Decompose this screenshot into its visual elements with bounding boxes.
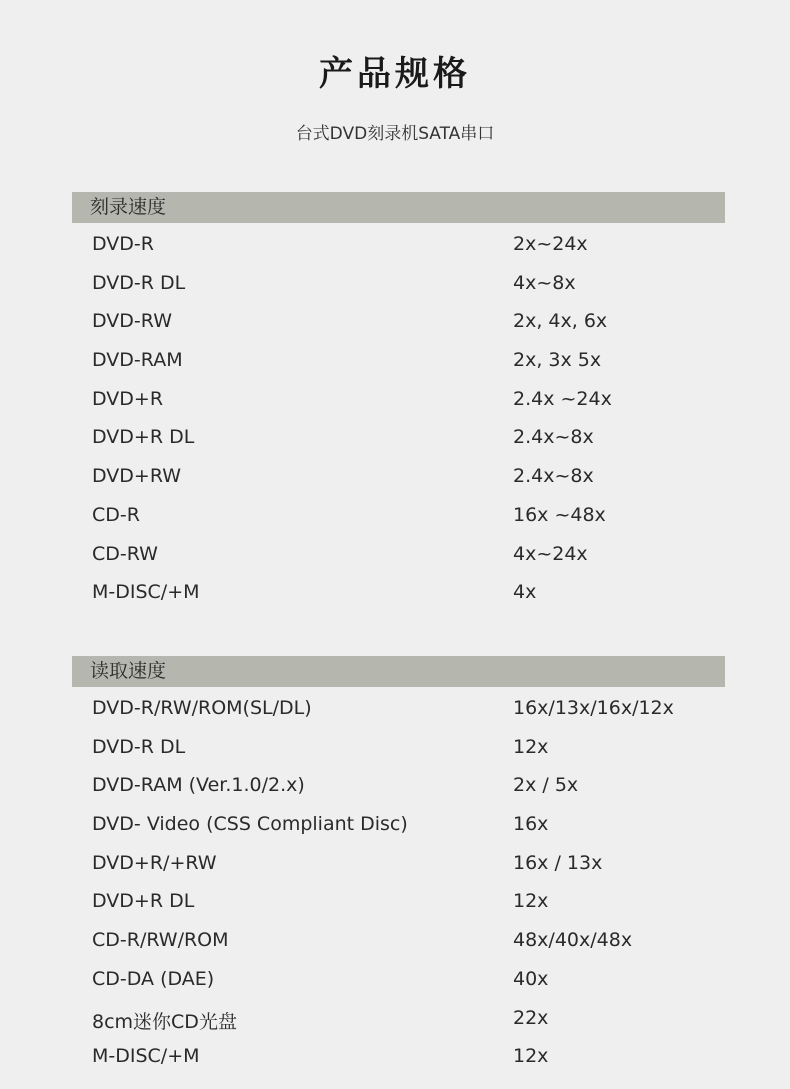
spec-row [72,1035,725,1074]
spec-value: 48x/40x/48x [513,929,633,952]
spec-name: DVD-RAM (Ver.1.0/2.x) [92,774,305,797]
spec-row [72,997,725,1036]
spec-name: DVD-R DL [92,735,186,758]
spec-name: DVD-RAM [92,349,183,372]
page-subtitle: 台式DVD刻录机SATA串口 [295,124,495,144]
spec-row [72,223,725,262]
page-title: 产品规格 [319,54,471,94]
spec-name: CD-R/RW/ROM [92,929,229,952]
spec-row [72,880,725,919]
read-speed-section [72,656,725,1074]
spec-name: 8cm迷你CD光盘 [92,1010,237,1033]
spec-value: 16x / 13x [513,851,603,874]
spec-name: DVD-R/RW/ROM(SL/DL) [92,697,312,719]
spec-value: 16x [513,813,549,836]
spec-row [72,262,725,301]
spec-name: DVD+RW [92,465,182,488]
spec-value: 22x [513,1006,549,1029]
spec-row [72,687,725,726]
spec-row [72,571,725,610]
spec-name: DVD- Video (CSS Compliant Disc) [92,813,408,836]
spec-value: 12x [513,890,549,913]
spec-value: 12x [513,735,549,758]
spec-row [72,919,725,958]
spec-value: 12x [513,1045,549,1068]
spec-name: DVD+R [92,387,164,410]
spec-name: DVD+R/+RW [92,851,217,874]
spec-row [72,416,725,455]
spec-rows [72,223,725,610]
spec-value: 2.4x~8x [513,426,594,449]
spec-row [72,455,725,494]
spec-name: CD-DA (DAE) [92,967,215,990]
spec-value: 4x~8x [513,271,576,294]
spec-name: M-DISC/+M [92,581,200,604]
spec-value: 2.4x ~24x [513,387,612,410]
spec-value: 2x / 5x [513,774,579,797]
spec-value: 16x ~48x [513,503,606,526]
spec-row [72,339,725,378]
write-speed-section [72,192,725,610]
spec-row [72,300,725,339]
spec-name: CD-R [92,503,140,526]
spec-name: DVD-R [92,233,154,255]
spec-name: DVD+R DL [92,426,195,449]
spec-row [72,764,725,803]
spec-row [72,726,725,765]
spec-row [72,494,725,533]
spec-row [72,378,725,417]
spec-value: 2x, 3x 5x [513,349,602,372]
spec-name: DVD-RW [92,310,172,333]
spec-row [72,533,725,572]
spec-value: 2x~24x [513,233,588,255]
spec-row [72,803,725,842]
spec-name: DVD+R DL [92,890,195,913]
spec-value: 40x [513,967,549,990]
spec-rows [72,687,725,1074]
spec-value: 2x, 4x, 6x [513,310,608,333]
spec-value: 4x [513,581,537,604]
spec-value: 2.4x~8x [513,465,594,488]
spec-name: DVD-R DL [92,271,186,294]
section-header: 刻录速度 [72,192,725,223]
spec-name: CD-RW [92,542,158,565]
spec-value: 16x/13x/16x/12x [513,697,674,719]
spec-row [72,958,725,997]
section-header: 读取速度 [72,656,725,687]
spec-value: 4x~24x [513,542,588,565]
spec-name: M-DISC/+M [92,1045,200,1068]
spec-row [72,842,725,881]
